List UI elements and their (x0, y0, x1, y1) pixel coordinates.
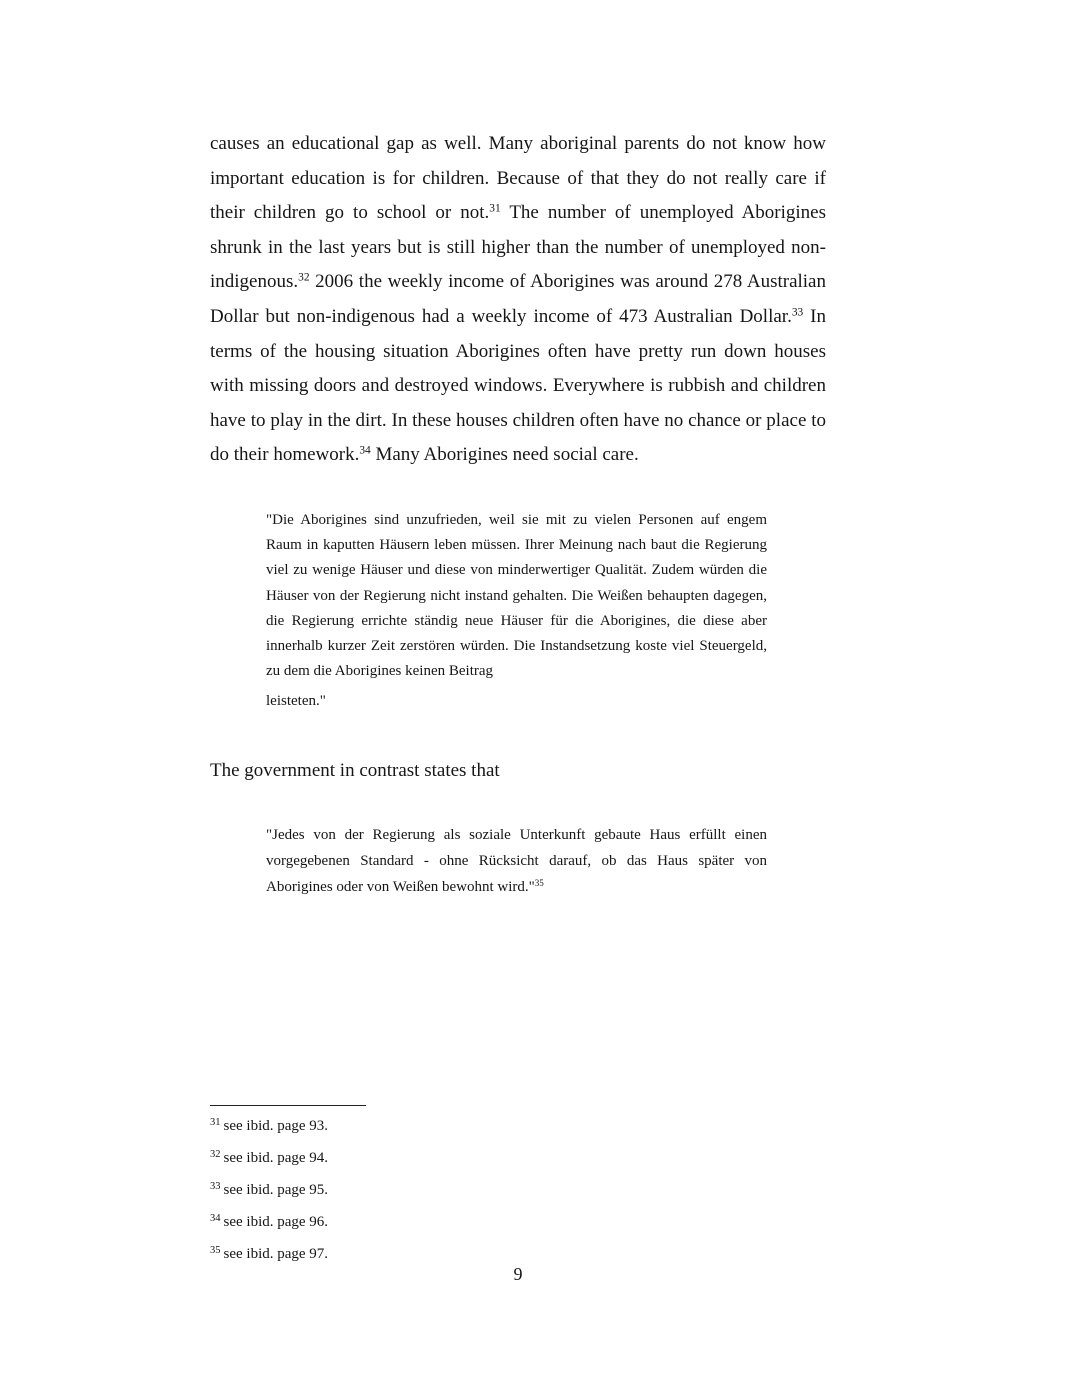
footnote-marker-31: 31 (489, 202, 501, 215)
body-text-segment: The number of unemployed Aborigines shrunk in the last years but is still higher than the number of unemployed non-indigenous. (210, 202, 827, 293)
footnote-item (210, 1146, 328, 1178)
footnote-item (210, 1242, 328, 1274)
footnote-number: 32 (210, 1149, 221, 1161)
quote-last-line: leisteten." (266, 693, 326, 710)
footnote-item (210, 1210, 328, 1242)
footnote-marker-33: 33 (791, 306, 804, 319)
body-text-segment: 2006 the weekly income of Aborigines was around 278 Australian Dollar but non-indigenous had a weekly income of 473 Australian Dollar. (210, 271, 826, 327)
footnote-item (210, 1178, 328, 1210)
body-paragraph (210, 127, 826, 473)
footnote-text: see ibid. page 94. (223, 1150, 329, 1166)
footnote-separator (210, 1105, 366, 1106)
footnote-list (210, 1114, 328, 1274)
lead-in-sentence: The government in contrast states that (210, 760, 500, 781)
footnote-item (210, 1114, 328, 1146)
footnote-marker-35: 35 (534, 878, 544, 889)
page-number: 9 (513, 1264, 523, 1284)
body-text-segment: causes an educational gap as well. Many aboriginal parents do not know how important education is for children. Because of that they do not really care if their children go to school or not. (210, 133, 826, 224)
block-quote-housing (266, 508, 767, 715)
footnote-marker-32: 32 (298, 272, 310, 285)
footnote-number: 33 (210, 1181, 221, 1193)
footnote-number: 34 (210, 1213, 221, 1225)
footnote-marker-34: 34 (359, 445, 371, 458)
footnote-number: 31 (210, 1117, 221, 1129)
footnote-text: see ibid. page 93. (223, 1118, 329, 1134)
footnote-number: 35 (210, 1245, 221, 1257)
body-text-segment: Many Aborigines need social care. (370, 444, 639, 466)
footnote-text: see ibid. page 96. (223, 1214, 329, 1230)
quote-text: "Die Aborigines sind unzufrieden, weil sie mit zu vielen Personen auf engem Raum in kaputten Häusern leben müssen. Ihrer Meinung nach baut die Regierung viel zu wenige Häuser und diese von minderwertiger Qualität. Zudem würden die Häuser von der Regierung nicht instand gehalten. Die Weißen behaupten dagegen, die Regierung errichte ständig neue Häuser für die Aborigines, die diese aber innerhalb kurzer Zeit zerstören würden. Die Instandsetzung koste viel Steuergeld, zu dem die Aborigines keinen Beitrag (266, 512, 767, 680)
quote-text: "Jedes von der Regierung als soziale Unterkunft gebaute Haus erfüllt einen vorgegebenen Standard - ohne Rücksicht darauf, ob das Haus später von Aborigines oder von Weißen bewohnt wird." (266, 827, 767, 895)
footnote-text: see ibid. page 97. (223, 1246, 329, 1262)
footnote-text: see ibid. page 95. (223, 1182, 329, 1198)
body-text-segment: In terms of the housing situation Aborigines often have pretty run down houses with missing doors and destroyed windows. Everywhere is rubbish and children have to play in the dirt. In these houses children often have no chance or place to do their homework. (210, 305, 826, 466)
block-quote-government (266, 822, 767, 900)
